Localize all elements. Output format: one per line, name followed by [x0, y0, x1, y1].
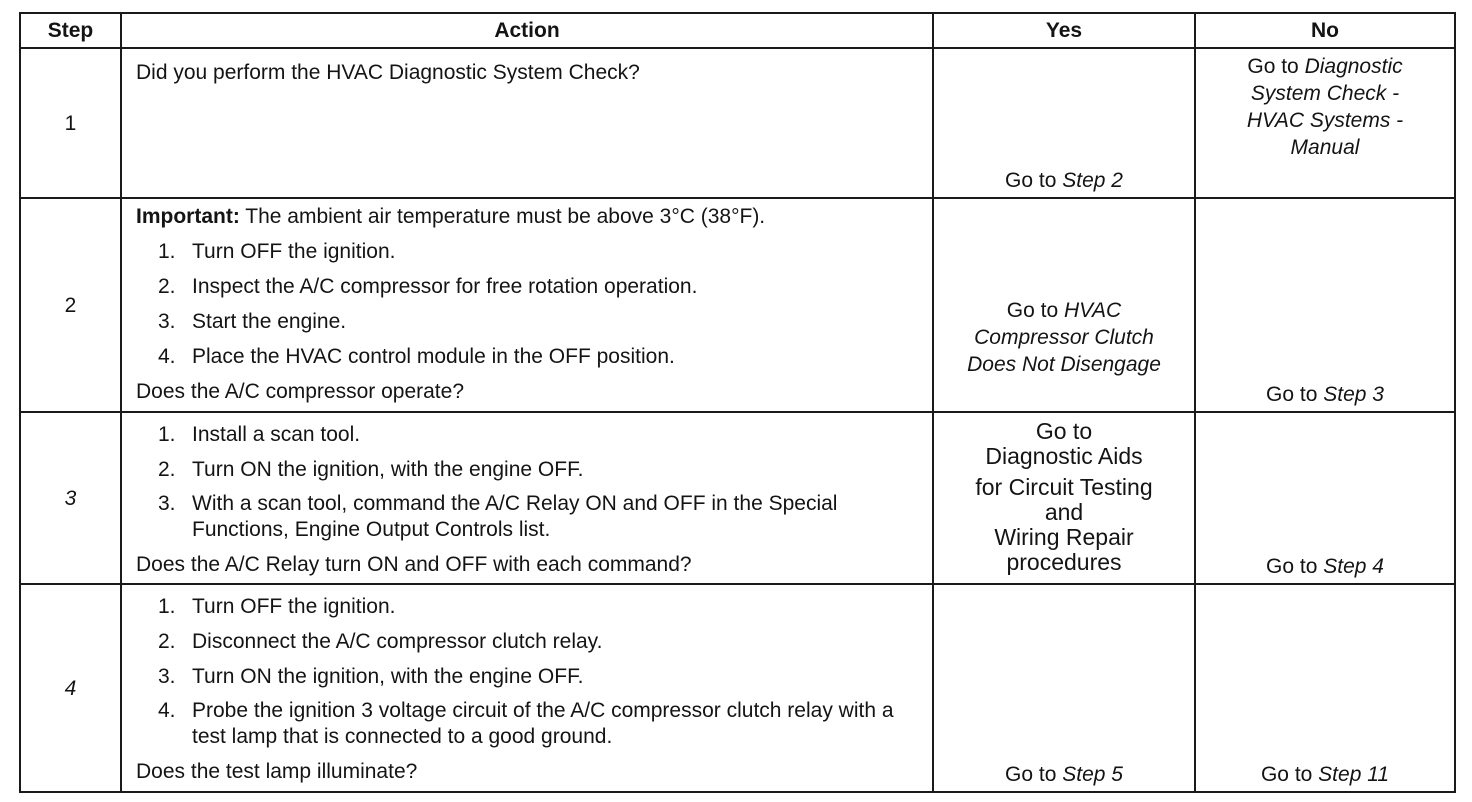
no-cell — [1195, 584, 1455, 792]
header-step: Step — [20, 13, 121, 48]
list-item: 1. Turn OFF the ignition. — [158, 595, 396, 618]
step-link[interactable]: Step 3 — [1323, 383, 1384, 406]
list-item: 3. With a scan tool, command the A/C Relay ON and OFF in the Special Functions, Engine Output Controls list. — [158, 492, 838, 541]
step-list — [136, 593, 932, 750]
diagnostic-table — [19, 12, 1456, 793]
action-cell — [121, 584, 933, 792]
step-number: 4 — [20, 584, 121, 792]
no-goto[interactable]: Go to Step 11 — [1260, 763, 1390, 786]
yes-goto[interactable]: Go to Step 2 — [1005, 169, 1123, 192]
no-goto[interactable]: Go to Step 4 — [1266, 555, 1384, 578]
important-note: Important: The ambient air temperature must be above 3°C (38°F). — [136, 205, 766, 228]
list-item: 3. Turn ON the ignition, with the engine OFF. — [158, 665, 584, 688]
yes-goto[interactable]: Go to Step 5 — [1005, 763, 1123, 786]
link-line[interactable]: Manual — [1290, 136, 1360, 159]
action-cell — [121, 412, 933, 584]
step-link[interactable]: Step 5 — [1062, 763, 1123, 786]
action-cell — [121, 198, 933, 412]
yes-cell — [933, 412, 1195, 584]
no-goto[interactable]: Go to Step 3 — [1266, 383, 1384, 406]
link-line[interactable]: Wiring Repair — [994, 524, 1134, 550]
list-item: 2. Inspect the A/C compressor for free rotation operation. — [158, 275, 698, 298]
question-text: Does the A/C compressor operate? — [136, 380, 465, 403]
question-text: Did you perform the HVAC Diagnostic System Check? — [136, 61, 640, 84]
link-line[interactable]: HVAC — [1064, 299, 1122, 322]
header-no: No — [1195, 13, 1455, 48]
table-row — [20, 412, 1455, 584]
step-number: 2 — [20, 198, 121, 412]
table-row — [20, 48, 1455, 198]
yes-goto[interactable]: Go to Diagnostic Aids for Circuit Testing and Wiring Repair procedures — [975, 418, 1153, 575]
no-cell — [1195, 198, 1455, 412]
yes-goto[interactable]: Go to HVAC Compressor Clutch Does Not Disengage — [967, 299, 1161, 376]
list-item: 1. Install a scan tool. — [158, 423, 361, 446]
step-link[interactable]: Step 11 — [1318, 763, 1390, 786]
important-label: Important: — [136, 205, 240, 228]
header-yes: Yes — [933, 13, 1195, 48]
list-item: 2. Turn ON the ignition, with the engine OFF. — [158, 458, 584, 481]
link-line[interactable]: procedures — [1006, 549, 1122, 575]
yes-cell — [933, 48, 1195, 198]
no-cell — [1195, 412, 1455, 584]
list-item: 1. Turn OFF the ignition. — [158, 240, 396, 263]
link-line[interactable]: Diagnostic Aids — [985, 443, 1143, 469]
list-item: 3. Start the engine. — [158, 310, 347, 333]
link-line[interactable]: for Circuit Testing — [975, 474, 1153, 500]
action-cell — [121, 48, 933, 198]
list-item: 2. Disconnect the A/C compressor clutch relay. — [158, 630, 603, 653]
link-line[interactable]: Does Not Disengage — [967, 353, 1161, 376]
link-line[interactable]: Compressor Clutch — [974, 326, 1154, 349]
yes-cell — [933, 198, 1195, 412]
question-text: Does the A/C Relay turn ON and OFF with each command? — [136, 553, 692, 576]
table-row — [20, 584, 1455, 792]
list-item: 4. Place the HVAC control module in the OFF position. — [158, 345, 675, 368]
header-action: Action — [121, 13, 933, 48]
question-text: Does the test lamp illuminate? — [136, 760, 418, 783]
table-row — [20, 198, 1455, 412]
list-item: 4. Probe the ignition 3 voltage circuit of the A/C compressor clutch relay with a test lamp that is connected to a good ground. — [158, 699, 894, 748]
header-row — [20, 13, 1455, 48]
step-link[interactable]: Step 2 — [1062, 169, 1123, 192]
step-list — [136, 238, 932, 370]
link-line[interactable]: Diagnostic — [1304, 55, 1403, 78]
link-line[interactable]: System Check - — [1250, 82, 1400, 105]
yes-cell — [933, 584, 1195, 792]
step-link[interactable]: Step 4 — [1323, 555, 1384, 578]
step-list — [136, 421, 932, 543]
step-number: 3 — [20, 412, 121, 584]
step-number: 1 — [20, 48, 121, 198]
no-goto[interactable]: Go to Diagnostic System Check - HVAC Systems - Manual — [1246, 55, 1404, 159]
link-line[interactable]: HVAC Systems - — [1246, 109, 1404, 132]
no-cell — [1195, 48, 1455, 198]
